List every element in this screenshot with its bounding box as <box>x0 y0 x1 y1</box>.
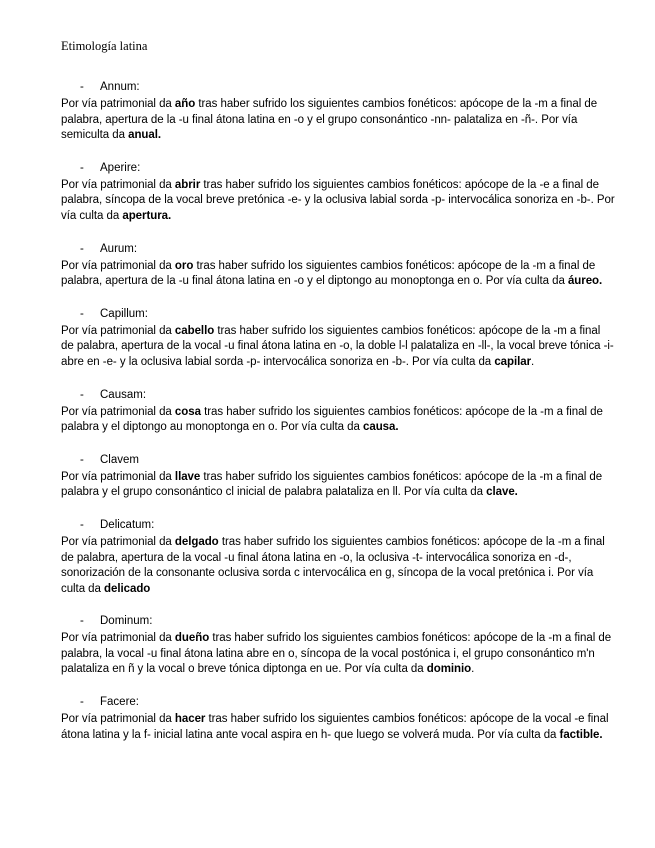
description-text: Por vía patrimonial da <box>61 98 175 110</box>
description-text: Por vía patrimonial da <box>61 178 175 191</box>
list-dash-marker: - <box>80 615 84 628</box>
entry-heading <box>61 160 615 176</box>
etymology-entry <box>61 79 615 144</box>
list-dash-marker: - <box>80 453 84 466</box>
list-dash-marker: - <box>80 696 84 709</box>
entry-list <box>61 79 615 743</box>
latin-word: Clavem <box>100 453 139 466</box>
entry-description <box>61 631 615 678</box>
description-text: Por vía patrimonial da <box>61 405 175 418</box>
latin-word: Delicatum: <box>100 518 155 531</box>
document-title: Etimología latina <box>61 39 148 53</box>
derived-word: llave <box>174 470 201 483</box>
entry-description <box>61 535 615 597</box>
description-text: tras haber sufrido los siguientes cambios fonéticos: apócope de la -m a final de palabra, la vocal -u final átona latina abre en o, síncopa de la vocal postónica i, el grupo consonántico m'n palataliza en ñ y la vocal o breve tónica diptonga en ue. Por vía culta da <box>61 632 612 676</box>
description-text: tras haber sufrido los siguientes cambios fonéticos: apócope de la vocal -e final átona latina y la f- inicial latina ante vocal aspira en h- que luego se volverá muda. Por vía culta da <box>61 713 609 741</box>
derived-word: hacer <box>174 713 206 726</box>
description-text: Por vía patrimonial da <box>61 632 175 645</box>
entry-description <box>61 259 615 290</box>
latin-word: Aurum: <box>100 242 138 255</box>
etymology-entry <box>61 160 615 225</box>
description-text: Por vía patrimonial da <box>61 535 175 548</box>
derived-word: cabello <box>174 324 215 337</box>
derived-word: delicado <box>104 582 151 595</box>
entry-heading <box>61 387 615 403</box>
description-text: tras haber sufrido los siguientes cambios fonéticos: apócope de la -m a final de palabra, apertura de la vocal -u final átona latina en -o, la doble l-l palataliza en -ll-, la vocal breve tónica -i- abre en -e- y la oclusiva labial sorda -p- intervocálica sonoriza en -b-. Por vía culta da <box>61 324 614 368</box>
entry-description <box>61 405 615 436</box>
latin-word: Aperire: <box>100 161 141 174</box>
entry-heading <box>61 452 615 468</box>
etymology-entry <box>61 694 615 743</box>
description-text: tras haber sufrido los siguientes cambios fonéticos: apócope de la -m a final de palabra, apertura de la vocal -u final átona latina en -o, la oclusiva -t- intervocálica sonoriza en -d-, sonorización de la consonante oclusiva sorda c intervocálica en g, síncopa de la vocal pretónica i. Por vía culta da <box>61 535 605 595</box>
etymology-entry <box>61 613 615 678</box>
entry-description <box>61 324 615 371</box>
description-text: . <box>531 355 535 368</box>
list-dash-marker: - <box>80 81 84 93</box>
derived-word: abrir <box>174 178 201 191</box>
description-text: tras haber sufrido los siguientes cambios fonéticos: apócope de la -m a final de palabra, apertura de la -u final átona latina en -o y el diptongo au monoptonga en o. Por vía culta da <box>61 259 596 288</box>
derived-word: dueño <box>174 632 210 645</box>
latin-word: Capillum: <box>100 307 148 320</box>
etymology-entry <box>61 452 615 501</box>
entry-description <box>61 178 615 225</box>
derived-word: delgado <box>174 535 219 548</box>
description-text: Por vía patrimonial da <box>61 259 175 272</box>
entry-heading <box>61 306 615 322</box>
description-text: Por vía patrimonial da <box>61 470 175 483</box>
description-text: . <box>471 663 475 676</box>
list-dash-marker: - <box>80 307 84 320</box>
entry-heading <box>61 241 615 257</box>
list-dash-marker: - <box>80 242 84 255</box>
derived-word: causa. <box>363 421 399 434</box>
description-text: tras haber sufrido los siguientes cambios fonéticos: apócope de la -m a final de palabra, apertura de la -u final átona latina en -o y el grupo consonántico -nn- palataliza en -ñ-. Por vía semiculta da <box>61 98 598 142</box>
etymology-entry <box>61 306 615 371</box>
description-text: tras haber sufrido los siguientes cambios fonéticos: apócope de la -e a final de palabra, síncopa de la vocal breve pretónica -e- y la oclusiva labial sorda -p- intervocálica sonoriza en -b-. Por vía culta da <box>61 178 615 222</box>
derived-word: oro <box>174 259 194 272</box>
derived-word: apertura. <box>122 209 172 222</box>
latin-word: Facere: <box>100 696 139 709</box>
latin-word: Annum: <box>100 81 140 93</box>
derived-word: áureo. <box>567 275 603 288</box>
entry-description <box>61 470 615 501</box>
derived-word: anual. <box>128 129 162 142</box>
entry-heading <box>61 613 615 629</box>
derived-word: cosa <box>174 405 201 418</box>
etymology-entry <box>61 517 615 597</box>
derived-word: capilar <box>494 355 532 368</box>
description-text: tras haber sufrido los siguientes cambios fonéticos: apócope de la -m a final de palabra y el grupo consonántico cl inicial de palabra palataliza en ll. Por vía culta da <box>61 470 603 499</box>
list-dash-marker: - <box>80 161 84 174</box>
derived-word: dominio <box>426 663 472 676</box>
entry-description <box>61 712 615 743</box>
entry-description <box>61 97 615 144</box>
entry-heading <box>61 694 615 710</box>
derived-word: año <box>174 98 196 110</box>
description-text: Por vía patrimonial da <box>61 324 175 337</box>
description-text: Por vía patrimonial da <box>61 713 175 726</box>
derived-word: factible. <box>559 728 603 741</box>
etymology-entry <box>61 241 615 290</box>
entry-heading <box>61 517 615 533</box>
entry-heading <box>61 79 615 95</box>
list-dash-marker: - <box>80 518 84 531</box>
latin-word: Causam: <box>100 388 147 401</box>
latin-word: Dominum: <box>100 615 153 628</box>
description-text: tras haber sufrido los siguientes cambios fonéticos: apócope de la -m a final de palabra y el diptongo au monoptonga en o. Por vía culta da <box>61 405 603 434</box>
etymology-entry <box>61 387 615 436</box>
derived-word: clave. <box>486 486 518 499</box>
list-dash-marker: - <box>80 388 84 401</box>
